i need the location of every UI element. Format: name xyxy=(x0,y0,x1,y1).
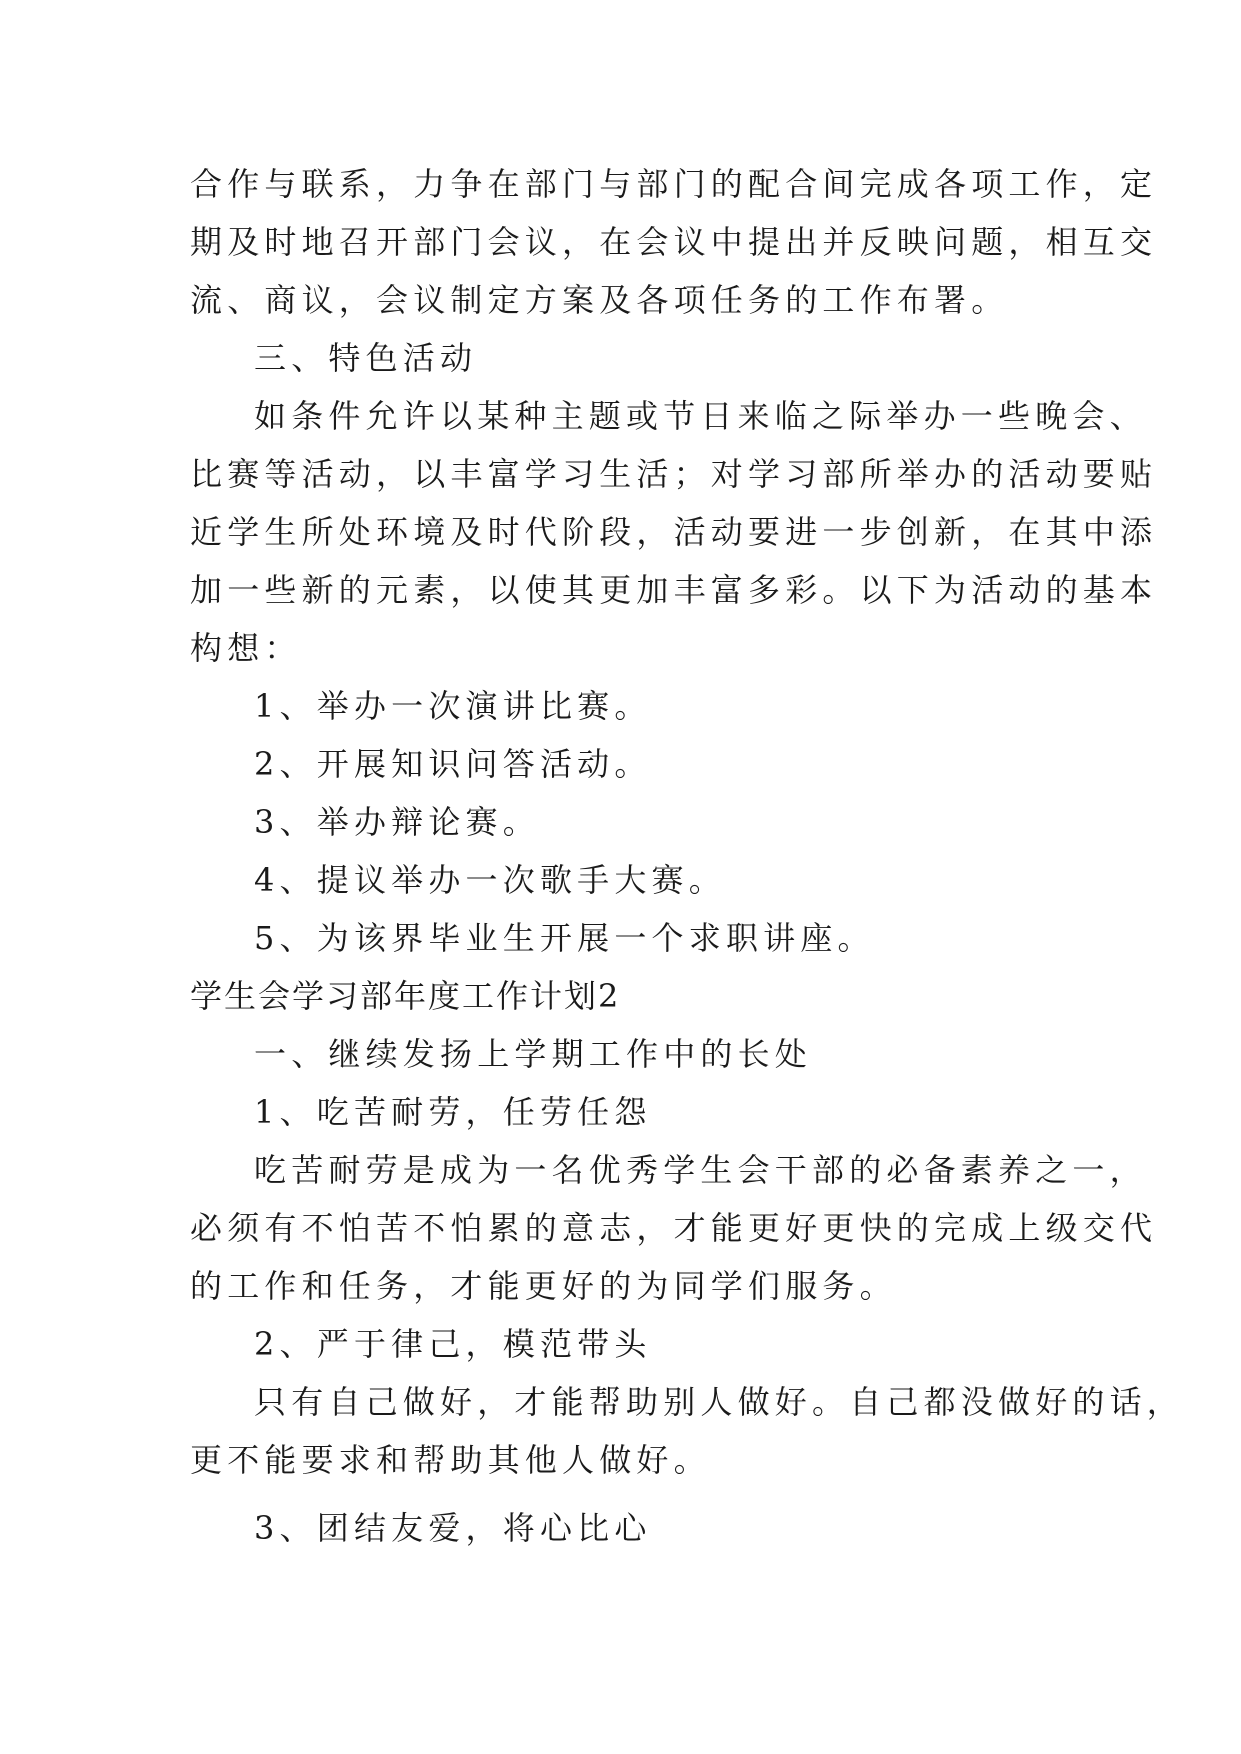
paragraph-line: 近学生所处环境及时代阶段，活动要进一步创新，在其中添 xyxy=(190,513,1158,551)
subsection-heading: 3、团结友爱，将心比心 xyxy=(254,1509,652,1547)
paragraph-line: 吃苦耐劳是成为一名优秀学生会干部的必备素养之一， xyxy=(254,1151,1147,1189)
section-heading: 一、继续发扬上学期工作中的长处 xyxy=(254,1035,813,1073)
paragraph-line: 期及时地召开部门会议，在会议中提出并反映问题，相互交 xyxy=(190,223,1158,261)
list-item: 3、举办辩论赛。 xyxy=(254,803,540,841)
list-item: 2、开展知识问答活动。 xyxy=(254,745,652,783)
subsection-heading: 2、严于律己，模范带头 xyxy=(254,1325,652,1363)
paragraph-line: 如条件允许以某种主题或节日来临之际举办一些晚会、 xyxy=(254,397,1147,435)
paragraph-line: 合作与联系，力争在部门与部门的配合间完成各项工作，定 xyxy=(190,165,1158,203)
paragraph-line: 只有自己做好，才能帮助别人做好。自己都没做好的话， xyxy=(254,1383,1185,1421)
subsection-heading: 1、吃苦耐劳，任劳任怨 xyxy=(254,1093,652,1131)
paragraph-line: 加一些新的元素，以使其更加丰富多彩。以下为活动的基本 xyxy=(190,571,1158,609)
paragraph-line: 流、商议，会议制定方案及各项任务的工作布署。 xyxy=(190,281,1009,319)
paragraph-line: 比赛等活动，以丰富学习生活；对学习部所举办的活动要贴 xyxy=(190,455,1158,493)
paragraph-line: 构想： xyxy=(190,629,302,667)
paragraph-line: 必须有不怕苦不怕累的意志，才能更好更快的完成上级交代 xyxy=(190,1209,1158,1247)
list-item: 1、举办一次演讲比赛。 xyxy=(254,687,652,725)
document-title: 学生会学习部年度工作计划2 xyxy=(190,977,621,1015)
section-heading: 三、特色活动 xyxy=(254,339,478,377)
document-body xyxy=(190,155,1185,1557)
list-item: 5、为该界毕业生开展一个求职讲座。 xyxy=(254,919,875,957)
paragraph-line: 更不能要求和帮助其他人做好。 xyxy=(190,1441,711,1479)
list-item: 4、提议举办一次歌手大赛。 xyxy=(254,861,726,899)
paragraph-line: 的工作和任务，才能更好的为同学们服务。 xyxy=(190,1267,897,1305)
